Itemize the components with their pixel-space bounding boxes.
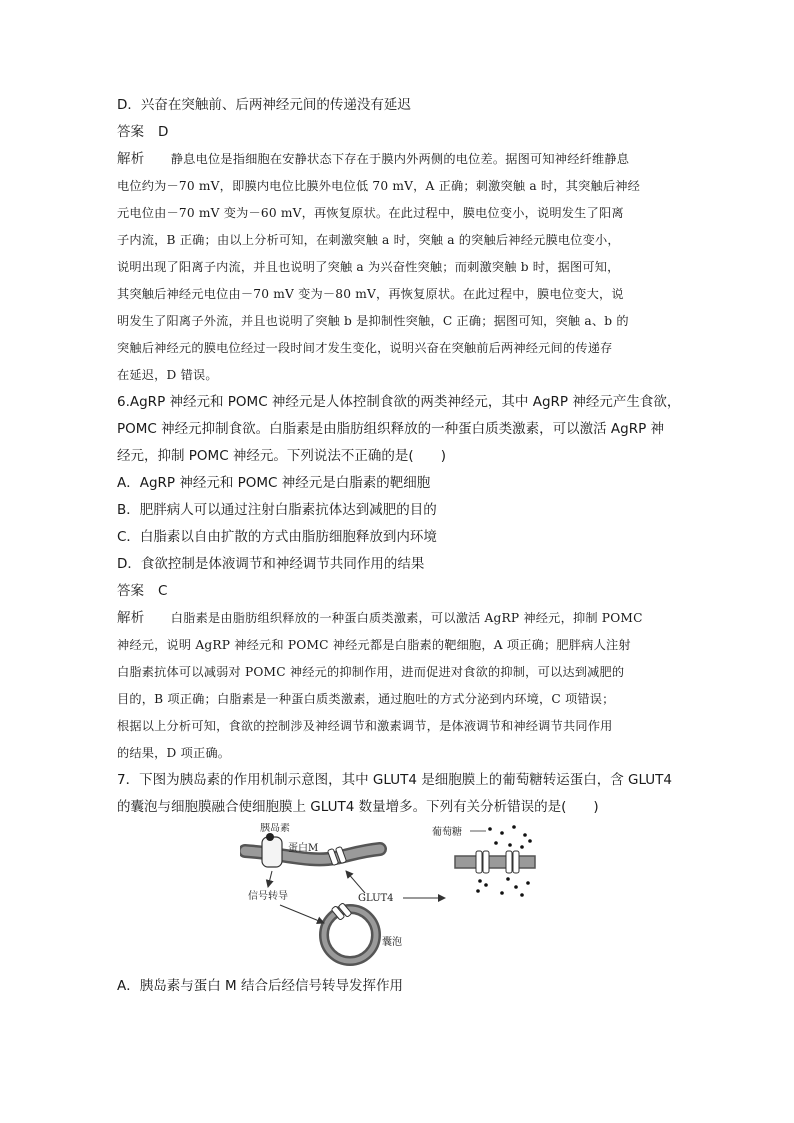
membrane-right [455,856,535,868]
label-glut4: GLUT4 [358,893,394,904]
q7-option-a: A．胰岛素与蛋白 M 结合后经信号转导发挥作用 [117,978,403,994]
q6-stem-line: 经元，抑制 POMC 神经元。下列说法不正确的是( ) [117,448,446,464]
insulin-diagram [240,823,540,973]
q6-analysis-line: 根据以上分析可知，食欲的控制涉及神经调节和激素调节，是体液调节和神经调节共同作用 [117,719,613,733]
protein-m-shape [262,837,282,867]
label-vesicle: 囊泡 [382,937,402,948]
q5-option-d: D．兴奋在突触前、后两神经元间的传递没有延迟 [117,97,411,113]
answer-label: 答案 [117,124,144,140]
label-glucose: 葡萄糖 [432,827,462,838]
q6-option-d: D．食欲控制是体液调节和神经调节共同作用的结果 [117,556,425,572]
q6-analysis-line: 的结果，D 项正确。 [117,746,231,760]
label-protein-m: 蛋白M [288,843,319,854]
label-insulin: 胰岛素 [260,823,290,834]
q5-analysis-line: 其突触后神经元电位由－70 mV 变为－80 mV，再恢复原状。在此过程中，膜电位变大，说 [117,287,624,301]
q5-analysis-line: 子内流，B 正确；由以上分析可知，在刺激突触 a 时，突触 a 的突触后神经元膜电位变小， [117,233,620,247]
q6-option-c: C．白脂素以自由扩散的方式由脂肪细胞释放到内环境 [117,529,437,545]
q6-analysis-line: 神经元，说明 AgRP 神经元和 POMC 神经元都是白脂素的靶细胞，A 项正确；肥胖病人注射 [117,638,631,652]
q5-answer-value: D [158,124,169,140]
q5-analysis-line: 明发生了阳离子外流，并且也说明了突触 b 是抑制性突触，C 正确；据图可知，突触 a、b 的 [117,314,629,328]
analysis-label: 解析 [117,151,145,167]
q5-analysis-line: 说明出现了阳离子内流，并且也说明了突触 a 为兴奋性突触；而刺激突触 b 时，据图可知， [117,260,620,274]
q6-stem-line: POMC 神经元抑制食欲。白脂素是由脂肪组织释放的一种蛋白质类激素，可以激活 AgRP 神 [117,421,665,437]
q5-analysis-line: 在延迟，D 错误。 [117,368,218,382]
q6-analysis-line: 白脂素抗体可以减弱对 POMC 神经元的抑制作用，进而促进对食欲的抑制，可以达到减肥的 [117,665,625,679]
q6-answer [117,578,677,605]
q5-analysis-line: 电位约为－70 mV，即膜内电位比膜外电位低 70 mV，A 正确；刺激突触 a 时，其突触后神经 [117,179,641,193]
q6-analysis-line: 解析 白脂素是由脂肪组织释放的一种蛋白质类激素，可以激活 AgRP 神经元，抑制 POMC [117,610,643,626]
insulin-mechanism-figure [240,823,540,973]
q5-analysis-line: 元电位由－70 mV 变为－60 mV，再恢复原状。在此过程中，膜电位变小，说明发生了阳离 [117,206,624,220]
q6-option-a: A．AgRP 神经元和 POMC 神经元是白脂素的靶细胞 [117,475,431,491]
analysis-label: 解析 [117,610,145,626]
q5-analysis-line: 突触后神经元的膜电位经过一段时间才发生变化，说明兴奋在突触前后两神经元间的传递存 [117,341,613,355]
q5-answer [117,119,677,146]
q7-stem-line: 的囊泡与细胞膜融合使细胞膜上 GLUT4 数量增多。下列有关分析错误的是( ) [117,799,599,815]
q5-analysis-line: 解析 静息电位是指细胞在安静状态下存在于膜内外两侧的电位差。据图可知神经纤维静息 [117,151,630,167]
q7-stem-line: 7．下图为胰岛素的作用机制示意图，其中 GLUT4 是细胞膜上的葡萄糖转运蛋白，含 GLUT4 [117,772,673,788]
answer-label: 答案 [117,583,144,599]
page-content [117,92,681,1000]
q6-option-b: B．肥胖病人可以通过注射白脂素抗体达到减肥的目的 [117,502,437,518]
insulin-dot [266,833,274,841]
q6-answer-value: C [158,583,168,599]
q6-analysis-line: 目的，B 项正确；白脂素是一种蛋白质类激素，通过胞吐的方式分泌到内环境，C 项错误； [117,692,615,706]
q6-stem-line: 6.AgRP 神经元和 POMC 神经元是人体控制食欲的两类神经元，其中 AgRP 神经元产生食欲， [117,394,681,410]
label-signal: 信号转导 [248,891,288,902]
